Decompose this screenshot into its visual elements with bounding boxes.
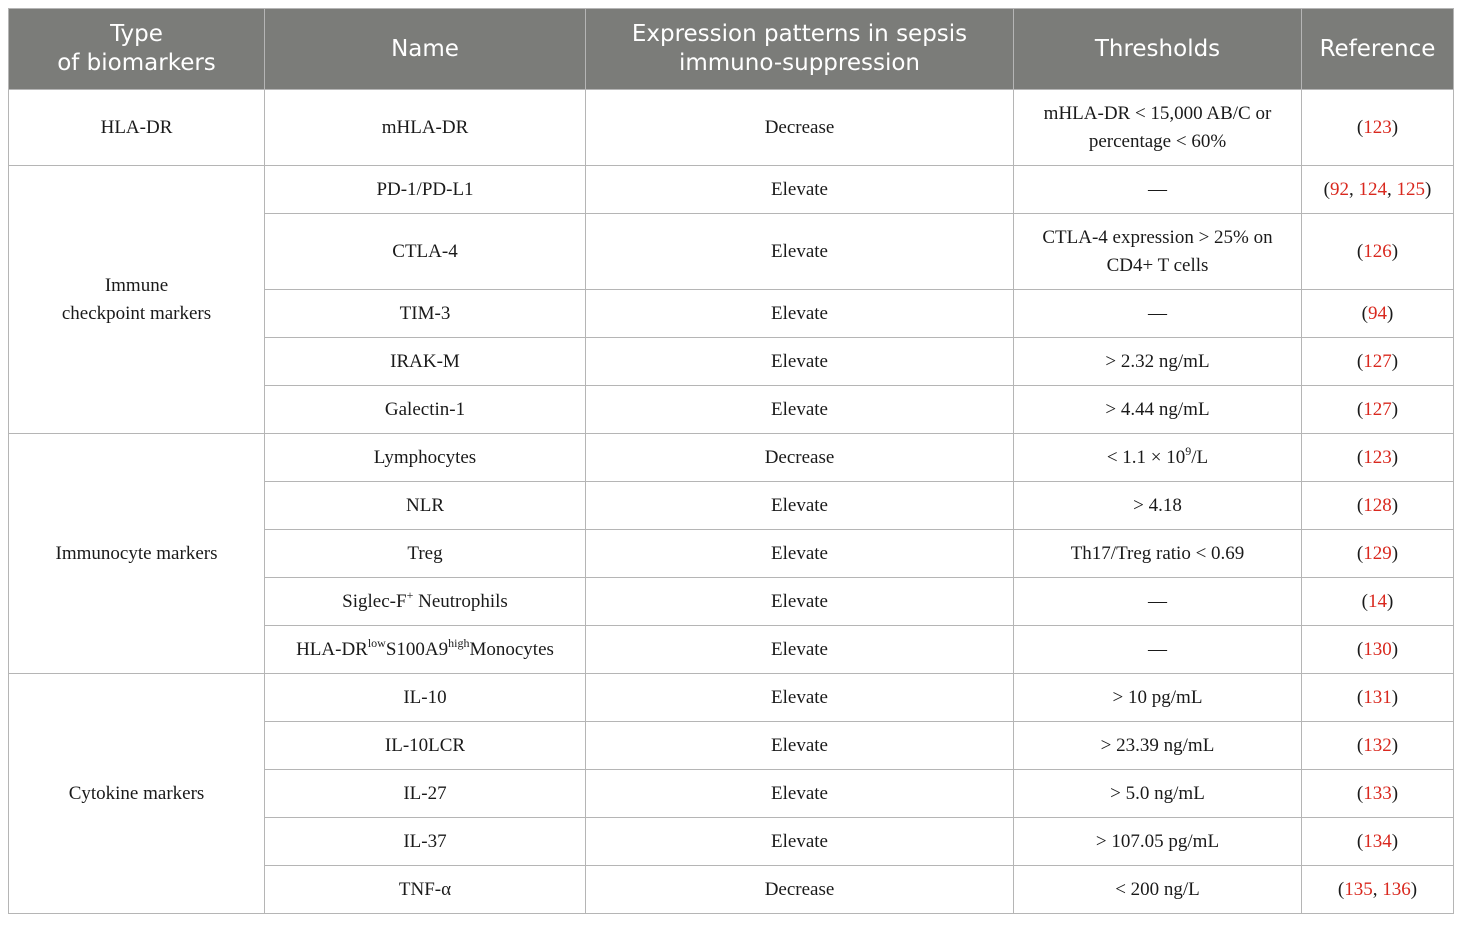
ref-close-paren: ) [1391,686,1399,708]
marker-name: Treg [265,530,586,578]
marker-name: HLA-$DR^{low}S100A9^{high}Monocytes$ [265,626,586,674]
ref-open-paren: ( [1323,178,1330,200]
ref-open-paren: ( [1356,116,1364,138]
table-row [9,166,1454,214]
reference-link[interactable]: 126 [1363,240,1392,262]
ref-open-paren: ( [1356,350,1364,372]
marker-name: Lymphocytes [265,434,586,482]
expression-pattern: Elevate [586,482,1014,530]
reference-link[interactable]: 127 [1363,398,1392,420]
col-header-thresholds: Thresholds [1014,9,1302,90]
expression-pattern: Elevate [586,214,1014,290]
table-row [9,90,1454,166]
ref-open-paren: ( [1356,240,1364,262]
threshold: — [1014,578,1302,626]
reference-cell [1302,866,1454,914]
reference-link[interactable]: 92 [1330,178,1349,200]
ref-open-paren: ( [1356,734,1364,756]
expression-pattern: Elevate [586,722,1014,770]
marker-name: TNF-α [265,866,586,914]
expression-pattern: Elevate [586,626,1014,674]
ref-close-paren: ) [1410,878,1418,900]
reference-cell [1302,290,1454,338]
threshold: > 107.05 pg/mL [1014,818,1302,866]
reference-cell [1302,166,1454,214]
ref-close-paren: ) [1391,446,1399,468]
threshold: > 2.32 ng/mL [1014,338,1302,386]
threshold: < 200 ng/L [1014,866,1302,914]
group-hla-dr: HLA-DR [9,90,265,166]
threshold: Th17/Treg ratio < 0.69 [1014,530,1302,578]
ref-close-paren: ) [1387,302,1394,324]
table-row [9,434,1454,482]
marker-name: IL-27 [265,770,586,818]
reference-link[interactable]: 136 [1382,878,1411,900]
reference-link[interactable]: 125 [1396,178,1425,200]
expression-pattern: Elevate [586,530,1014,578]
marker-name: Siglec-F+ Neutrophils [265,578,586,626]
expression-pattern: Elevate [586,290,1014,338]
marker-name: PD-1/PD-L1 [265,166,586,214]
reference-cell [1302,482,1454,530]
ref-close-paren: ) [1391,734,1399,756]
col-header-type: Type of biomarkers [9,9,265,90]
reference-link[interactable]: 129 [1363,542,1392,564]
reference-link[interactable]: 124 [1358,178,1387,200]
ref-close-paren: ) [1391,782,1399,804]
col-header-reference: Reference [1302,9,1454,90]
marker-name: IL-37 [265,818,586,866]
ref-open-paren: ( [1361,302,1368,324]
threshold: > 23.39 ng/mL [1014,722,1302,770]
ref-close-paren: ) [1387,590,1394,612]
col-header-expression: Expression patterns in sepsis immuno-suppression [586,9,1014,90]
ref-open-paren: ( [1337,878,1345,900]
threshold: — [1014,166,1302,214]
ref-close-paren: ) [1391,830,1399,852]
group-immune-checkpoint: Immune checkpoint markers [9,166,265,434]
reference-link[interactable]: 134 [1363,830,1392,852]
ref-open-paren: ( [1356,638,1364,660]
reference-link[interactable]: 94 [1368,302,1387,324]
ref-open-paren: ( [1361,590,1368,612]
header-row [9,9,1454,90]
reference-link[interactable]: 14 [1368,590,1387,612]
ref-close-paren: ) [1391,240,1399,262]
threshold: — [1014,290,1302,338]
marker-name: IRAK-M [265,338,586,386]
reference-cell [1302,770,1454,818]
reference-link[interactable]: 123 [1363,446,1392,468]
reference-cell [1302,434,1454,482]
reference-link[interactable]: 128 [1363,494,1392,516]
reference-link[interactable]: 130 [1363,638,1392,660]
reference-cell [1302,90,1454,166]
ref-close-paren: ) [1391,542,1399,564]
expression-pattern: Elevate [586,166,1014,214]
reference-cell [1302,674,1454,722]
ref-open-paren: ( [1356,542,1364,564]
reference-cell [1302,386,1454,434]
reference-cell [1302,722,1454,770]
ref-separator: , [1372,878,1383,900]
reference-link[interactable]: 133 [1363,782,1392,804]
threshold: < $1.1 \times 10^9/L$ [1014,434,1302,482]
threshold: — [1014,626,1302,674]
reference-cell [1302,578,1454,626]
marker-name: mHLA-DR [265,90,586,166]
expression-pattern: Elevate [586,674,1014,722]
reference-link[interactable]: 131 [1363,686,1392,708]
marker-name: NLR [265,482,586,530]
reference-cell [1302,530,1454,578]
expression-pattern: Decrease [586,434,1014,482]
ref-close-paren: ) [1391,350,1399,372]
ref-separator: , [1387,178,1397,200]
ref-open-paren: ( [1356,446,1364,468]
reference-link[interactable]: 135 [1344,878,1373,900]
ref-open-paren: ( [1356,782,1364,804]
ref-close-paren: ) [1391,398,1399,420]
expression-pattern: Elevate [586,770,1014,818]
marker-name: Galectin-1 [265,386,586,434]
threshold: > 10 pg/mL [1014,674,1302,722]
ref-separator: , [1349,178,1359,200]
expression-pattern: Elevate [586,578,1014,626]
ref-close-paren: ) [1391,638,1399,660]
threshold: > 5.0 ng/mL [1014,770,1302,818]
reference-link[interactable]: 132 [1363,734,1392,756]
marker-name: IL-10 [265,674,586,722]
ref-open-paren: ( [1356,494,1364,516]
ref-close-paren: ) [1425,178,1432,200]
reference-cell [1302,338,1454,386]
threshold: mHLA-DR < 15,000 AB/C or percentage < 60% [1014,90,1302,166]
table-row [9,674,1454,722]
threshold: CTLA-4 expression > 25% on CD4+ T cells [1014,214,1302,290]
marker-name: TIM-3 [265,290,586,338]
reference-link[interactable]: 127 [1363,350,1392,372]
ref-open-paren: ( [1356,398,1364,420]
reference-link[interactable]: 123 [1363,116,1392,138]
reference-cell [1302,626,1454,674]
marker-name: CTLA-4 [265,214,586,290]
expression-pattern: Elevate [586,818,1014,866]
ref-open-paren: ( [1356,830,1364,852]
group-cytokine: Cytokine markers [9,674,265,914]
expression-pattern: Elevate [586,338,1014,386]
group-immunocyte: Immunocyte markers [9,434,265,674]
reference-cell [1302,214,1454,290]
ref-close-paren: ) [1391,116,1399,138]
ref-open-paren: ( [1356,686,1364,708]
ref-close-paren: ) [1391,494,1399,516]
expression-pattern: Decrease [586,866,1014,914]
marker-name: IL-10LCR [265,722,586,770]
biomarker-table [8,8,1454,914]
expression-pattern: Decrease [586,90,1014,166]
col-header-name: Name [265,9,586,90]
expression-pattern: Elevate [586,386,1014,434]
threshold: > 4.18 [1014,482,1302,530]
threshold: > 4.44 ng/mL [1014,386,1302,434]
reference-cell [1302,818,1454,866]
